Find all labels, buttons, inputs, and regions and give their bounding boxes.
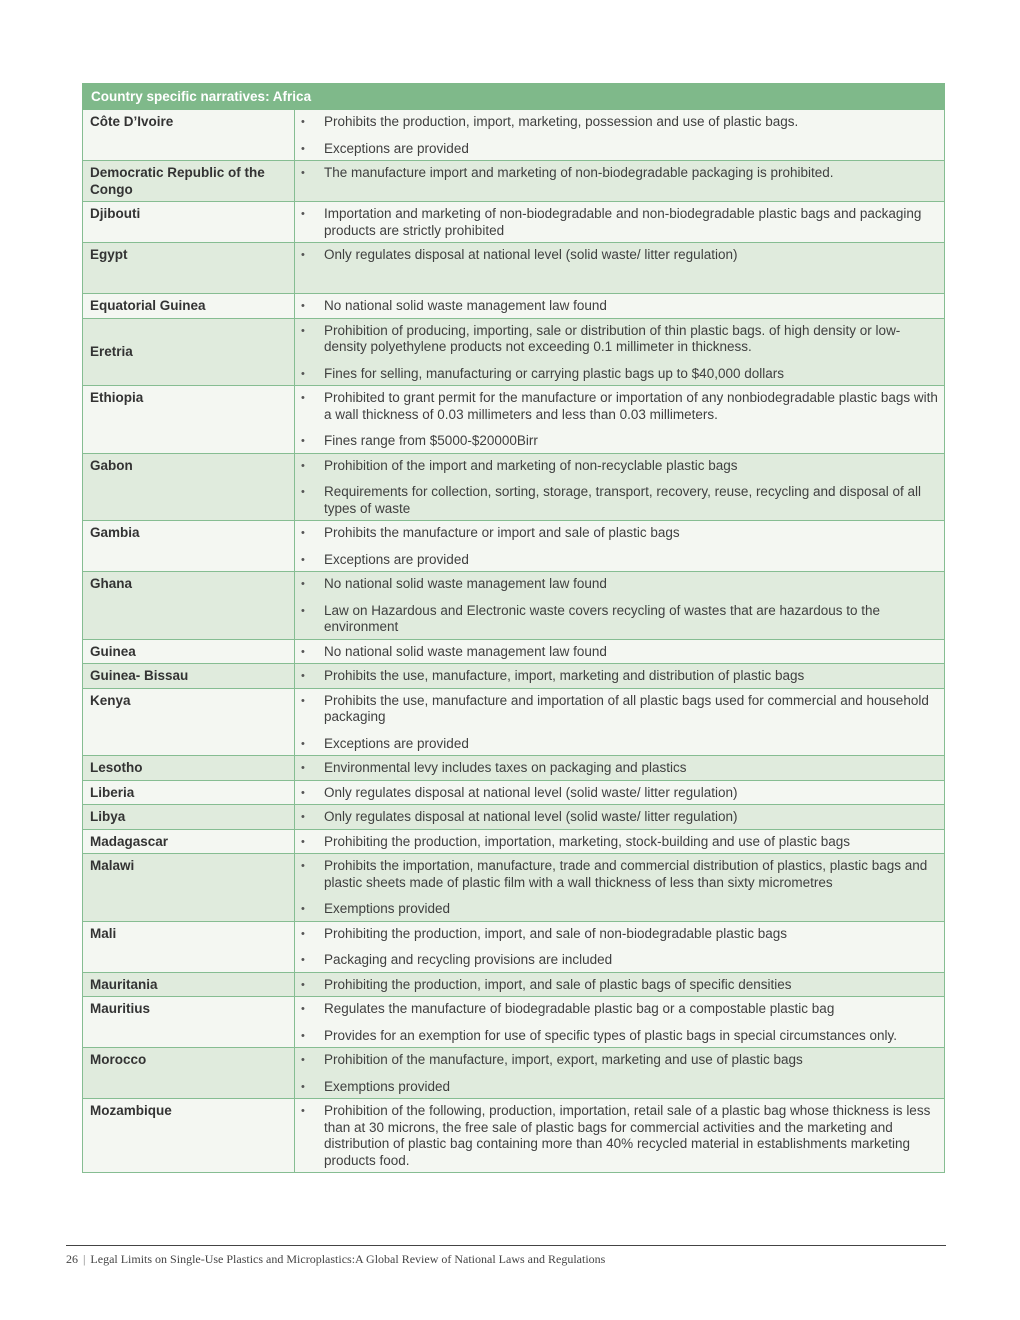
table-row xyxy=(83,521,945,572)
regulation-item xyxy=(301,668,938,685)
regulation-item xyxy=(301,1103,938,1169)
regulation-item xyxy=(301,114,938,131)
bullet-icon: • xyxy=(301,249,305,261)
regulation-item xyxy=(301,458,938,475)
regulation-list xyxy=(295,110,945,161)
table-row xyxy=(83,854,945,922)
country-name: Mauritius xyxy=(83,997,295,1048)
bullet-icon: • xyxy=(301,1029,305,1042)
bullet-icon: • xyxy=(301,1003,305,1015)
regulation-item xyxy=(301,366,938,383)
bullet-icon: • xyxy=(301,392,305,404)
regulation-list xyxy=(295,202,945,243)
country-name: Djibouti xyxy=(83,202,295,243)
bullet-icon: • xyxy=(301,300,305,312)
regulation-text: Packaging and recycling provisions are included xyxy=(324,952,613,967)
regulation-text: Prohibition of producing, importing, sale or distribution of thin plastic bags. of high density or low-density polyethylene products not exceeding 0.1 millimeter in thickness. xyxy=(324,322,901,354)
bullet-icon: • xyxy=(301,527,305,539)
table-row xyxy=(83,829,945,854)
country-name: Malawi xyxy=(83,854,295,922)
regulation-text: Prohibition of the manufacture, import, export, marketing and use of plastic bags xyxy=(324,1052,803,1067)
regulation-text: Prohibiting the production, import, and sale of plastic bags of specific densities xyxy=(324,976,792,992)
bullet-icon: • xyxy=(301,927,305,940)
regulation-item xyxy=(301,977,938,994)
bullet-icon: • xyxy=(301,978,305,991)
country-name: Mauritania xyxy=(83,972,295,997)
table-body xyxy=(83,110,945,1173)
regulation-text: Fines for selling, manufacturing or carrying plastic bags up to $40,000 dollars xyxy=(324,365,784,381)
table-row xyxy=(83,243,945,294)
regulation-item xyxy=(301,926,938,943)
regulation-text: Prohibiting the production, import, and sale of non-biodegradable plastic bags xyxy=(324,925,788,941)
bullet-icon: • xyxy=(301,142,305,155)
regulation-text: No national solid waste management law found xyxy=(324,643,607,659)
country-name: Eretria xyxy=(83,318,295,386)
table-row xyxy=(83,1048,945,1099)
country-name: Lesotho xyxy=(83,756,295,781)
regulation-text: Prohibits the use, manufacture, import, marketing and distribution of plastic bags xyxy=(324,668,805,683)
regulation-item xyxy=(301,1001,938,1018)
bullet-icon: • xyxy=(301,670,305,682)
regulation-item xyxy=(301,809,938,826)
regulation-list xyxy=(295,829,945,854)
regulation-list xyxy=(295,854,945,922)
regulation-text: Only regulates disposal at national level (solid waste/ litter regulation) xyxy=(324,247,738,262)
bullet-icon: • xyxy=(301,1105,305,1117)
country-name: Morocco xyxy=(83,1048,295,1099)
regulation-list xyxy=(295,243,945,294)
bullet-icon: • xyxy=(301,578,305,590)
table-row xyxy=(83,664,945,689)
country-narratives-table xyxy=(82,83,945,1173)
regulation-text: Prohibits the importation, manufacture, trade and commercial distribution of plastics, plastic bags and plastic sheets made of plastic film with a wall thickness of less than sixty micrometres xyxy=(324,858,928,890)
regulation-text: Law on Hazardous and Electronic waste covers recycling of wastes that are hazardous to the environment xyxy=(324,602,881,634)
regulation-text: No national solid waste management law found xyxy=(324,298,607,313)
bullet-icon: • xyxy=(301,903,305,915)
regulation-item xyxy=(301,1079,938,1096)
bullet-icon: • xyxy=(301,324,305,337)
bullet-icon: • xyxy=(301,486,305,498)
bullet-icon: • xyxy=(301,786,305,799)
regulation-list xyxy=(295,972,945,997)
country-name: Egypt xyxy=(83,243,295,294)
table-row xyxy=(83,386,945,454)
country-name: Kenya xyxy=(83,688,295,756)
table-row xyxy=(83,110,945,161)
regulation-text: Prohibition of the import and marketing of non-recyclable plastic bags xyxy=(324,457,738,473)
regulation-list xyxy=(295,386,945,454)
table-row xyxy=(83,972,945,997)
bullet-icon: • xyxy=(301,835,305,848)
country-name: Liberia xyxy=(83,780,295,805)
page-footer xyxy=(66,1252,605,1267)
country-name: Gambia xyxy=(83,521,295,572)
regulation-item xyxy=(301,785,938,802)
bullet-icon: • xyxy=(301,694,305,707)
table-row xyxy=(83,921,945,972)
bullet-icon: • xyxy=(301,604,305,617)
regulation-item xyxy=(301,552,938,569)
regulation-item xyxy=(301,901,938,918)
regulation-list xyxy=(295,997,945,1048)
country-name: Libya xyxy=(83,805,295,830)
country-name: Mozambique xyxy=(83,1099,295,1173)
table-row xyxy=(83,572,945,640)
table-row xyxy=(83,453,945,521)
country-name: Côte D’Ivoire xyxy=(83,110,295,161)
table-row xyxy=(83,780,945,805)
country-name: Gabon xyxy=(83,453,295,521)
regulation-text: Prohibiting the production, importation, marketing, stock-building and use of plastic bags xyxy=(324,833,851,849)
country-name: Mali xyxy=(83,921,295,972)
regulation-item xyxy=(301,390,938,423)
regulation-item xyxy=(301,834,938,851)
regulation-text: Importation and marketing of non-biodegradable and non-biodegradable plastic bags and packaging products are strictly prohibited xyxy=(324,206,922,238)
page-number: 26 xyxy=(66,1252,78,1266)
regulation-item xyxy=(301,736,938,753)
country-name: Democratic Republic of the Congo xyxy=(83,161,295,202)
country-name: Madagascar xyxy=(83,829,295,854)
regulation-item xyxy=(301,693,938,726)
bullet-icon: • xyxy=(301,811,305,823)
regulation-list xyxy=(295,294,945,319)
regulation-item xyxy=(301,760,938,777)
regulation-list xyxy=(295,572,945,640)
regulation-text: Environmental levy includes taxes on packaging and plastics xyxy=(324,760,687,775)
regulation-item xyxy=(301,576,938,593)
regulation-item xyxy=(301,141,938,158)
regulation-item xyxy=(301,165,938,182)
regulation-list xyxy=(295,664,945,689)
table-row xyxy=(83,1099,945,1173)
regulation-list xyxy=(295,521,945,572)
regulation-list xyxy=(295,805,945,830)
regulation-item xyxy=(301,1052,938,1069)
regulation-item xyxy=(301,484,938,517)
bullet-icon: • xyxy=(301,737,305,750)
bullet-icon: • xyxy=(301,954,305,966)
bullet-icon: • xyxy=(301,1054,305,1066)
country-name: Guinea- Bissau xyxy=(83,664,295,689)
footer-divider xyxy=(66,1245,946,1246)
regulation-text: Prohibits the manufacture or import and sale of plastic bags xyxy=(324,525,680,540)
regulation-text: Only regulates disposal at national level (solid waste/ litter regulation) xyxy=(324,809,738,824)
bullet-icon: • xyxy=(301,435,305,447)
regulation-item xyxy=(301,525,938,542)
table-row xyxy=(83,639,945,664)
bullet-icon: • xyxy=(301,762,305,774)
regulation-text: The manufacture import and marketing of non-biodegradable packaging is prohibited. xyxy=(324,165,834,180)
regulation-item xyxy=(301,433,938,450)
regulation-text: Exceptions are provided xyxy=(324,140,469,156)
regulation-text: Requirements for collection, sorting, storage, transport, recovery, reuse, recycling and disposal of all types of waste xyxy=(324,484,922,516)
regulation-item xyxy=(301,323,938,356)
regulation-text: Prohibition of the following, production, importation, retail sale of a plastic bag whose thickness is less than at 30 microns, the free sale of plastic bags for commercial activities and the marketing and distribution of plastic bag containing more than 40% recycled material in establishments marketing products food. xyxy=(324,1103,931,1168)
regulation-list xyxy=(295,161,945,202)
bullet-icon: • xyxy=(301,367,305,380)
regulation-text: Exceptions are provided xyxy=(324,735,469,751)
table-row xyxy=(83,202,945,243)
regulation-list xyxy=(295,639,945,664)
regulation-list xyxy=(295,1099,945,1173)
table-row xyxy=(83,997,945,1048)
bullet-icon: • xyxy=(301,208,305,220)
bullet-icon: • xyxy=(301,459,305,472)
regulation-text: Exceptions are provided xyxy=(324,551,469,567)
regulation-item xyxy=(301,858,938,891)
regulation-item xyxy=(301,952,938,969)
regulation-item xyxy=(301,1028,938,1045)
regulation-item xyxy=(301,603,938,636)
regulation-list xyxy=(295,1048,945,1099)
footer-separator: | xyxy=(83,1252,86,1266)
bullet-icon: • xyxy=(301,1080,305,1093)
regulation-list xyxy=(295,921,945,972)
country-name: Ethiopia xyxy=(83,386,295,454)
regulation-text: Exemptions provided xyxy=(324,901,451,916)
regulation-item xyxy=(301,247,938,264)
regulation-item xyxy=(301,298,938,315)
bullet-icon: • xyxy=(301,553,305,566)
regulation-text: Only regulates disposal at national level (solid waste/ litter regulation) xyxy=(324,784,738,800)
country-name: Guinea xyxy=(83,639,295,664)
country-name: Ghana xyxy=(83,572,295,640)
regulation-list xyxy=(295,688,945,756)
table-row xyxy=(83,318,945,386)
table-row xyxy=(83,688,945,756)
regulation-text: Exemptions provided xyxy=(324,1078,451,1094)
regulation-text: Prohibits the use, manufacture and importation of all plastic bags used for commercial and household packaging xyxy=(324,692,929,724)
regulation-text: Provides for an exemption for use of specific types of plastic bags in special circumstances only. xyxy=(324,1027,898,1043)
regulation-text: Fines range from $5000-$20000Birr xyxy=(324,433,538,448)
regulation-list xyxy=(295,780,945,805)
regulation-list xyxy=(295,318,945,386)
bullet-icon: • xyxy=(301,116,305,128)
regulation-text: Prohibited to grant permit for the manufacture or importation of any nonbiodegradable plastic bags with a wall thickness of 0.03 millimeters and less than 0.03 millimeters. xyxy=(324,390,938,422)
table-row xyxy=(83,756,945,781)
regulation-item xyxy=(301,644,938,661)
table-header: Country specific narratives: Africa xyxy=(83,84,945,110)
bullet-icon: • xyxy=(301,167,305,179)
country-name: Equatorial Guinea xyxy=(83,294,295,319)
table-row xyxy=(83,161,945,202)
regulation-text: Prohibits the production, import, marketing, possession and use of plastic bags. xyxy=(324,114,799,129)
regulation-list xyxy=(295,756,945,781)
regulation-text: No national solid waste management law found xyxy=(324,576,607,591)
regulation-list xyxy=(295,453,945,521)
bullet-icon: • xyxy=(301,860,305,872)
regulation-text: Regulates the manufacture of biodegradable plastic bag or a compostable plastic bag xyxy=(324,1001,835,1016)
regulation-item xyxy=(301,206,938,239)
table-row xyxy=(83,294,945,319)
bullet-icon: • xyxy=(301,645,305,658)
document-title: Legal Limits on Single-Use Plastics and Microplastics:A Global Review of National Laws and Regulations xyxy=(90,1252,606,1266)
table-row xyxy=(83,805,945,830)
